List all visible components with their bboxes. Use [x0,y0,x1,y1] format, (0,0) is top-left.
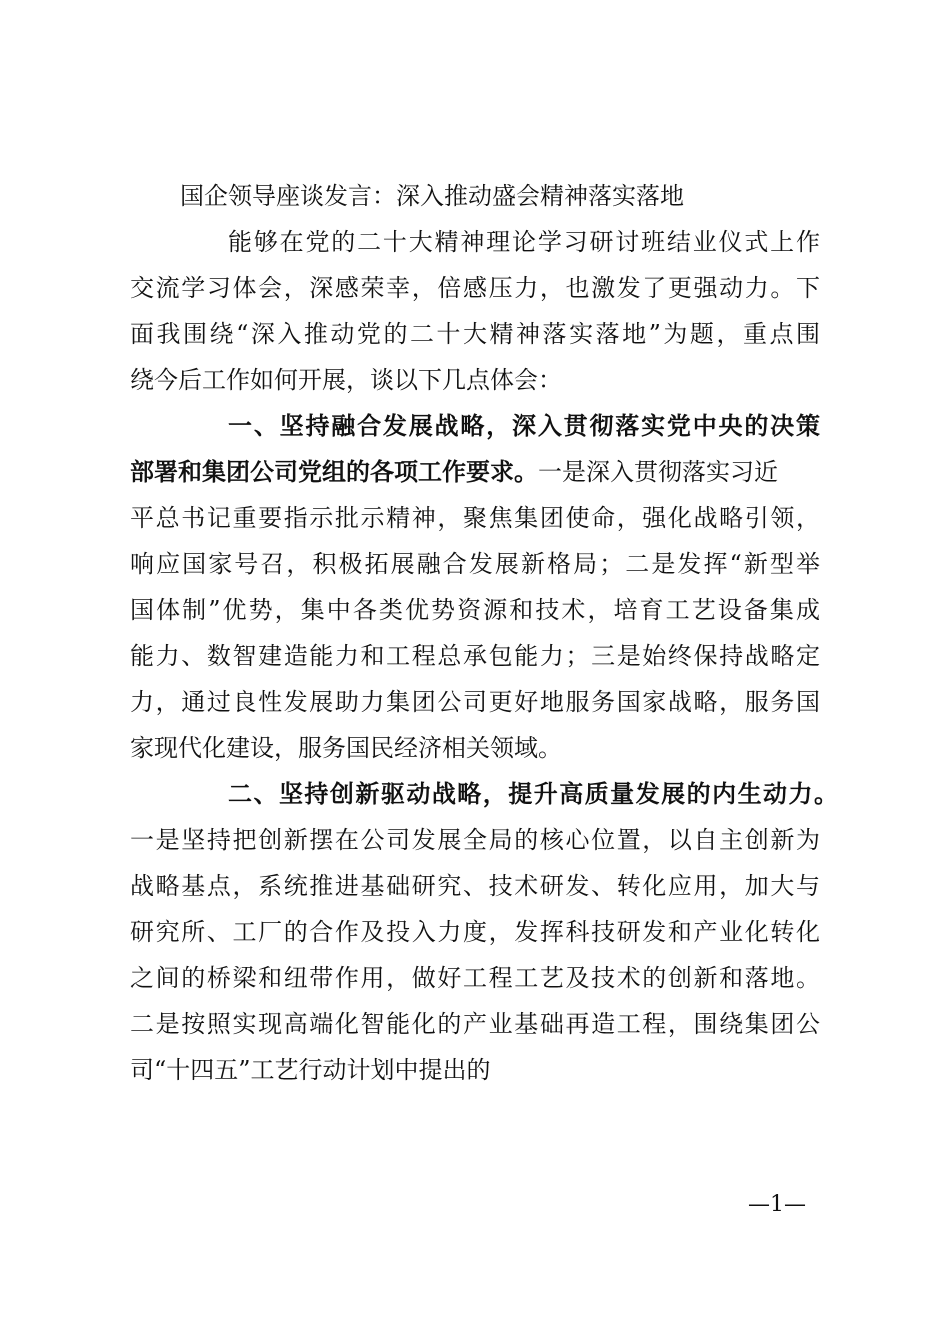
section-heading-line: 二、坚持创新驱动战略，提升高质量发展的内生动力。 [228,780,838,808]
paragraph-line: 家现代化建设，服务国民经济相关领域。 [130,734,562,762]
section-heading-continuation [130,452,820,492]
document-title: 国企领导座谈发言：深入推动盛会精神落实落地 [180,182,684,210]
paragraph-line: 之间的桥梁和纽带作用，做好工程工艺及技术的创新和落地。 [130,964,820,992]
paragraph-line: 交流学习体会，深感荣幸，倍感压力，也激发了更强动力。下 [130,274,820,302]
paragraph-line: 绕今后工作如何开展，谈以下几点体会： [130,366,562,394]
paragraph-line: 响应国家号召，积极拓展融合发展新格局；二是发挥“新型举 [130,550,820,578]
page-number: —1— [748,1192,806,1217]
paragraph-line: 面我围绕“深入推动党的二十大精神落实落地”为题，重点围 [130,320,820,348]
paragraph-line: 能够在党的二十大精神理论学习研讨班结业仪式上作 [228,228,820,256]
section-heading-end: 部署和集团公司党组的各项工作要求。 [130,458,538,486]
paragraph-text: 一是深入贯彻落实习近 [538,458,778,486]
paragraph-line: 国体制”优势，集中各类优势资源和技术，培育工艺设备集成 [130,596,820,624]
paragraph-line: 能力、数智建造能力和工程总承包能力；三是始终保持战略定 [130,642,820,670]
paragraph-line: 力，通过良性发展助力集团公司更好地服务国家战略，服务国 [130,688,820,716]
paragraph-line: 平总书记重要指示批示精神，聚焦集团使命，强化战略引领， [130,504,820,532]
section-heading-line: 一、坚持融合发展战略，深入贯彻落实党中央的决策 [228,412,820,440]
paragraph-line: 二是按照实现高端化智能化的产业基础再造工程，围绕集团公 [130,1010,820,1038]
paragraph-line: 研究所、工厂的合作及投入力度，发挥科技研发和产业化转化 [130,918,820,946]
paragraph-line: 一是坚持把创新摆在公司发展全局的核心位置，以自主创新为 [130,826,820,854]
paragraph-line: 战略基点，系统推进基础研究、技术研发、转化应用，加大与 [130,872,820,900]
paragraph-line: 司“十四五”工艺行动计划中提出的 [130,1056,491,1084]
